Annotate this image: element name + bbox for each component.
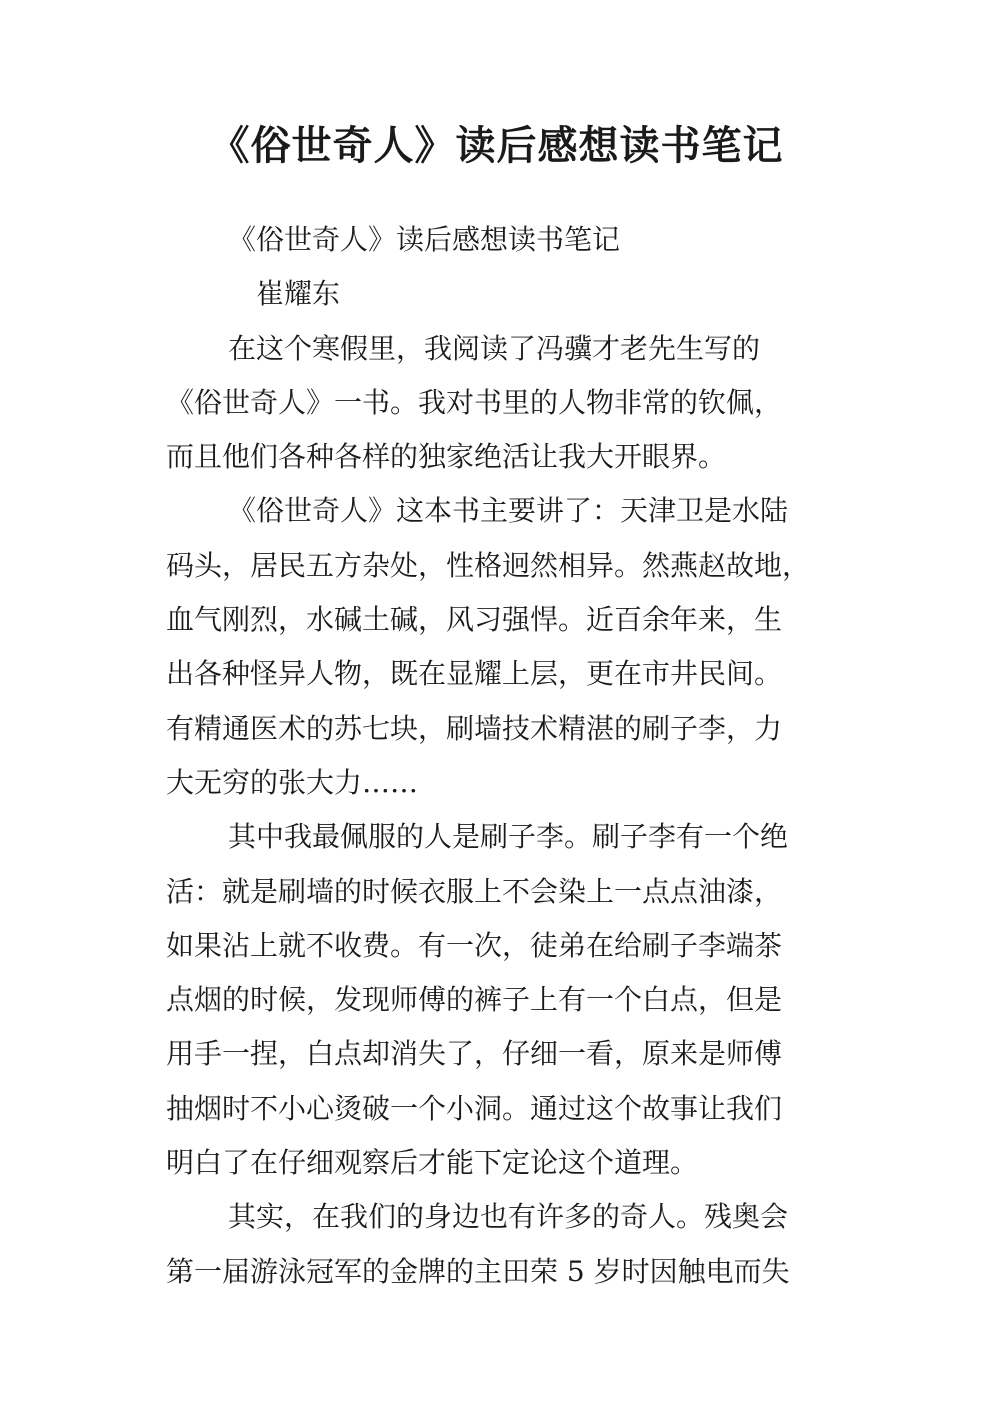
paragraph-line: 码头，居民五方杂处，性格迥然相异。然燕赵故地，	[166, 548, 811, 582]
paragraph-line: 用手一捏，白点却消失了，仔细一看，原来是师傅	[166, 1037, 783, 1071]
paragraph-line: 点烟的时候，发现师傅的裤子上有一个白点，但是	[166, 983, 783, 1017]
paragraph-line: 《俗世奇人》这本书主要讲了：天津卫是水陆	[228, 494, 789, 528]
paragraph-line: 血气刚烈，水碱土碱，风习强悍。近百余年来，生	[166, 603, 783, 637]
paragraph-line: 《俗世奇人》一书。我对书里的人物非常的钦佩，	[166, 385, 783, 419]
author-line: 崔耀东	[256, 277, 341, 311]
paragraph-line: 出各种怪异人物，既在显耀上层，更在市井民间。	[166, 657, 783, 691]
paragraph-line: 在这个寒假里，我阅读了冯骥才老先生写的	[228, 331, 761, 365]
paragraph-line: 抽烟时不小心烫破一个小洞。通过这个故事让我们	[166, 1091, 783, 1125]
paragraph-line: 如果沾上就不收费。有一次，徒弟在给刷子李端茶	[166, 928, 783, 962]
paragraph-line: 其中我最佩服的人是刷子李。刷子李有一个绝	[228, 820, 789, 854]
paragraph-line: 大无穷的张大力……	[166, 765, 419, 799]
paragraph-line: 有精通医术的苏七块，刷墙技术精湛的刷子李，力	[166, 711, 783, 745]
paragraph-line: 第一届游泳冠军的金牌的主田荣 5 岁时因触电而失	[166, 1254, 790, 1288]
paragraph-line: 明白了在仔细观察后才能下定论这个道理。	[166, 1146, 699, 1180]
document-title: 《俗世奇人》读后感想读书笔记	[209, 123, 784, 169]
paragraph-line: 其实，在我们的身边也有许多的奇人。残奥会	[228, 1200, 789, 1234]
paragraph-line: 而且他们各种各样的独家绝活让我大开眼界。	[166, 440, 727, 474]
paragraph-line: 活：就是刷墙的时候衣服上不会染上一点点油漆，	[166, 874, 783, 908]
document-body	[166, 213, 846, 1299]
subtitle-line: 《俗世奇人》读后感想读书笔记	[228, 223, 621, 256]
